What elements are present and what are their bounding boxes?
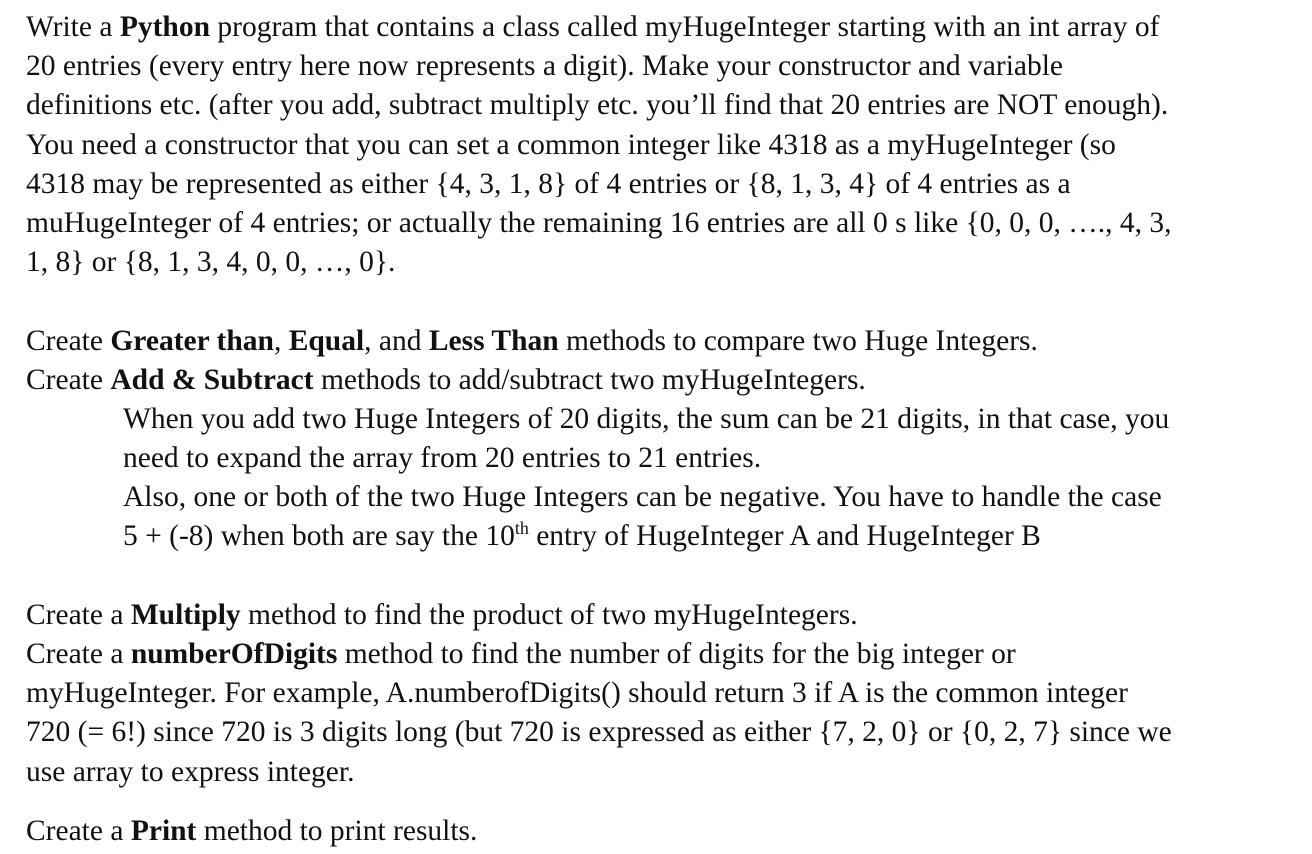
text-line bbox=[26, 812, 1291, 851]
text-line: You need a constructor that you can set a common integer like 4318 as a myHugeInteger (so bbox=[26, 128, 1116, 161]
text-line bbox=[26, 596, 1291, 635]
text-span: 5 + (-8) when both are say the 10 bbox=[123, 520, 515, 553]
text-line: myHugeInteger. For example, A.numberofDigits() should return 3 if A is the common integer bbox=[26, 677, 1128, 710]
text-span: Create bbox=[26, 324, 111, 357]
text-span: method to find the product of two myHugeIntegers. bbox=[240, 598, 858, 631]
bold-term: Greater than bbox=[110, 324, 274, 357]
text-line: muHugeInteger of 4 entries; or actually the remaining 16 entries are all 0 s like {0, 0, 0, …., 4, 3, bbox=[26, 206, 1172, 239]
bold-term: Multiply bbox=[130, 598, 241, 631]
text-span: methods to compare two Huge Integers. bbox=[558, 324, 1038, 357]
text-span: , and bbox=[364, 324, 429, 357]
text-line: 720 (= 6!) since 720 is 3 digits long (but 720 is expressed as either {7, 2, 0} or {0, 2, 7} since we bbox=[26, 716, 1172, 749]
bold-term: Equal bbox=[288, 324, 365, 357]
text-line bbox=[26, 635, 1291, 674]
text-span: , bbox=[273, 324, 289, 357]
intro-paragraph bbox=[26, 8, 1291, 282]
text-line: 4318 may be represented as either {4, 3, 1, 8} of 4 entries or {8, 1, 3, 4} of 4 entries as a bbox=[26, 167, 1071, 200]
print-paragraph bbox=[26, 812, 1291, 851]
bold-term: Python bbox=[119, 11, 210, 43]
text-span: entry of HugeInteger A and HugeInteger B bbox=[528, 520, 1041, 553]
bold-term: Print bbox=[130, 814, 197, 847]
document-page bbox=[26, 8, 1291, 851]
text-span: program that contains a class called myHugeInteger starting with an int array of bbox=[210, 11, 1160, 43]
text-span: methods to add/subtract two myHugeIntegers. bbox=[313, 363, 866, 396]
text-line: 1, 8} or {8, 1, 3, 4, 0, 0, …, 0}. bbox=[26, 246, 396, 279]
paragraph-spacer bbox=[26, 282, 1291, 321]
indented-line: need to expand the array from 20 entries to 21 entries. bbox=[123, 442, 762, 475]
text-line: use array to express integer. bbox=[26, 755, 355, 788]
text-line: 20 entries (every entry here now represents a digit). Make your constructor and variable bbox=[26, 50, 1064, 83]
bold-term: Add & Subtract bbox=[110, 363, 314, 396]
paragraph-spacer bbox=[26, 557, 1291, 596]
text-line bbox=[26, 361, 1291, 400]
paragraph-spacer bbox=[26, 792, 1291, 812]
text-span: method to find the number of digits for the big integer or bbox=[337, 638, 1016, 670]
text-span: Create a bbox=[26, 598, 131, 631]
multiply-digits-paragraph bbox=[26, 596, 1291, 792]
text-span: method to print results. bbox=[196, 814, 478, 847]
indented-line bbox=[26, 517, 1291, 556]
text-line: definitions etc. (after you add, subtract multiply etc. you’ll find that 20 entries are NOT enough). bbox=[26, 89, 1169, 122]
bold-term: Less Than bbox=[428, 324, 559, 357]
bold-term: numberOfDigits bbox=[130, 638, 338, 670]
indented-line: Also, one or both of the two Huge Integers can be negative. You have to handle the case bbox=[123, 481, 1162, 514]
text-line bbox=[26, 322, 1291, 361]
text-span: Create bbox=[26, 363, 111, 396]
text-span: Create a bbox=[26, 638, 131, 670]
text-line bbox=[26, 8, 1291, 47]
text-span: Create a bbox=[26, 814, 131, 847]
indented-line: When you add two Huge Integers of 20 digits, the sum can be 21 digits, in that case, you bbox=[123, 402, 1170, 435]
compare-add-paragraph bbox=[26, 322, 1291, 557]
text-span: Write a bbox=[26, 11, 120, 43]
superscript: th bbox=[514, 518, 529, 539]
